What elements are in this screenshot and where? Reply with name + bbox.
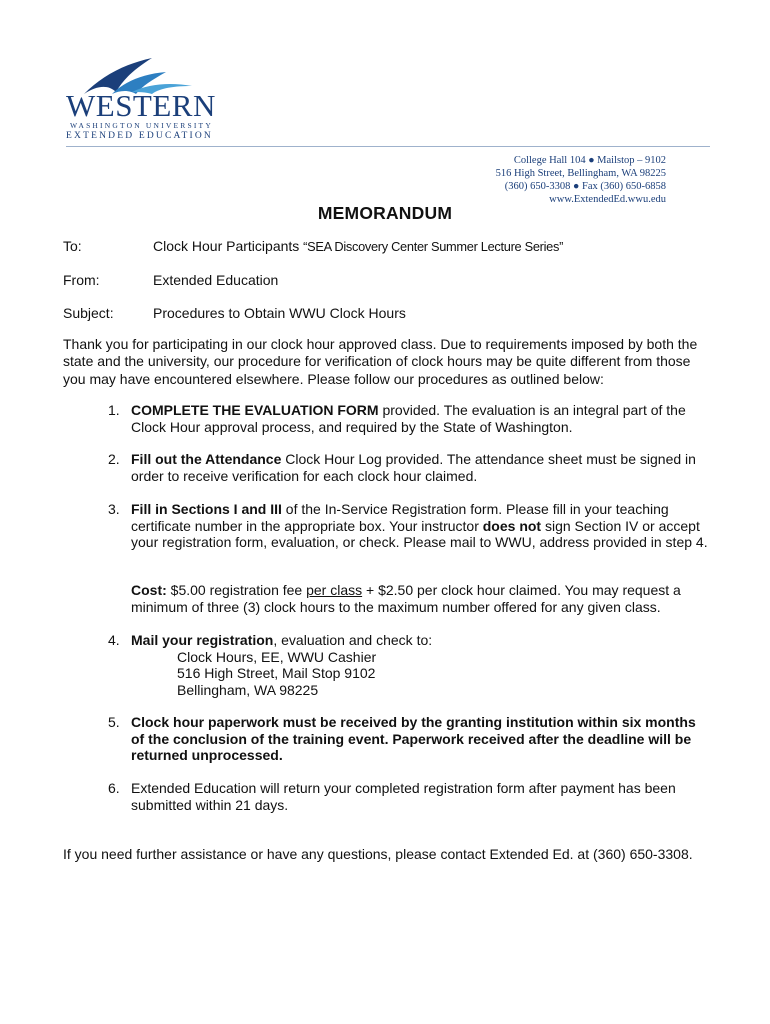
step-3-emphasis: does not	[482, 517, 542, 534]
to-recipients: Clock Hour Participants	[153, 238, 304, 254]
cost-text-cont: + $2.50 per clock hour claimed. You may request a minimum of three (3) clock hours to the maximum number offered for any given class.	[131, 582, 681, 615]
subject-value: Procedures to Obtain WWU Clock Hours	[153, 305, 406, 321]
address-line: (360) 650-3308 ● Fax (360) 650-6858	[504, 181, 666, 192]
step-1	[108, 402, 708, 435]
cost-text: $5.00 registration fee	[166, 582, 307, 598]
step-5	[108, 714, 708, 764]
address-line: College Hall 104 ● Mailstop – 9102	[513, 155, 666, 166]
step-2-text: Clock Hour Log provided. The attendance sheet must be signed in order to receive verification for each clock hour claimed.	[131, 451, 696, 484]
step-2-heading: Fill out the Attendance	[131, 451, 282, 467]
step-number: 3.	[108, 501, 120, 517]
mailing-address	[177, 649, 708, 699]
letterhead-divider	[66, 146, 710, 147]
logo-extended-education: EXTENDED EDUCATION	[66, 131, 213, 141]
step-number: 6.	[108, 780, 120, 796]
cost-per-class: per class	[306, 582, 363, 598]
from-label: From:	[63, 272, 100, 288]
page-title: MEMORANDUM	[317, 203, 453, 223]
step-number: 5.	[108, 714, 120, 730]
mailing-address-line: 516 High Street, Mail Stop 9102	[177, 665, 376, 681]
address-line: 516 High Street, Bellingham, WA 98225	[495, 168, 666, 179]
intro-paragraph: Thank you for participating in our clock hour approved class. Due to requirements imposed by both the state and the university, our procedure for verification of clock hours may be quite different from those you may have encountered elsewhere. Please follow our procedures as outlined below:	[63, 336, 698, 387]
step-2	[108, 451, 708, 484]
mailing-address-line: Clock Hours, EE, WWU Cashier	[177, 648, 377, 665]
to-series-name: “SEA Discovery Center Summer Lecture Series”	[303, 239, 564, 254]
step-number: 1.	[108, 402, 120, 418]
to-label: To:	[63, 238, 82, 254]
step-number: 4.	[108, 632, 120, 648]
logo-wordmark: WESTERN	[66, 88, 216, 123]
closing-paragraph: If you need further assistance or have any questions, please contact Extended Ed. at (360) 650-3308.	[63, 846, 693, 862]
step-4-heading: Mail your registration	[131, 632, 274, 648]
step-3-text-cont: sign Section IV or accept your registration form, evaluation, or check. Please mail to WWU, address provided in step 4.	[131, 517, 708, 550]
cost-paragraph	[131, 582, 711, 615]
step-4-text: , evaluation and check to:	[273, 632, 433, 648]
subject-label: Subject:	[63, 305, 114, 321]
logo-university: WASHINGTON UNIVERSITY	[70, 121, 213, 130]
to-value	[153, 238, 563, 254]
step-3	[108, 501, 708, 551]
step-1-text: provided. The evaluation is an integral part of the Clock Hour approval process, and required by the State of Washington.	[131, 402, 686, 435]
step-4	[108, 632, 708, 698]
website-link[interactable]: www.ExtendedEd.wwu.edu	[549, 194, 666, 205]
from-value: Extended Education	[153, 272, 279, 288]
letterhead-address	[496, 154, 666, 206]
step-1-heading: COMPLETE THE EVALUATION FORM	[131, 402, 379, 418]
step-number: 2.	[108, 451, 120, 467]
cost-label: Cost:	[131, 582, 167, 598]
step-6	[108, 780, 708, 813]
step-3-text: of the In-Service Registration form. Please fill in your teaching certificate number in the appropriate box. Your instructor	[131, 501, 669, 534]
step-6-text: Extended Education will return your completed registration form after payment has been submitted within 21 days.	[131, 780, 676, 813]
mailing-address-line: Bellingham, WA 98225	[177, 681, 319, 698]
step-5-text: Clock hour paperwork must be received by the granting institution within six months of the conclusion of the training event. Paperwork received after the deadline will be returned unprocessed.	[131, 714, 696, 763]
step-3-heading: Fill in Sections I and III	[131, 501, 282, 517]
